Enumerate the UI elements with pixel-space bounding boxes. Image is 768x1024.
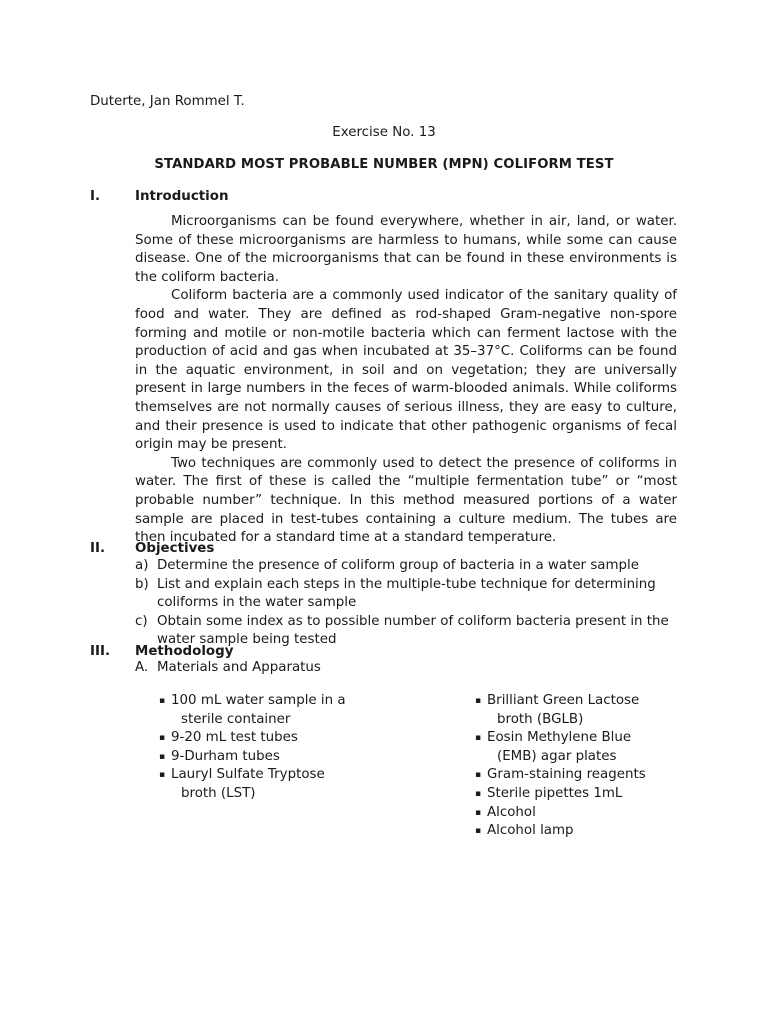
objective-letter: b) xyxy=(135,576,149,592)
square-bullet-icon: ▪ xyxy=(475,696,482,706)
square-bullet-icon: ▪ xyxy=(475,788,482,799)
subsection-heading: Materials and Apparatus xyxy=(157,660,321,675)
material-item xyxy=(475,822,705,841)
materials-list-left xyxy=(159,692,389,804)
material-text: Eosin Methylene Blue xyxy=(487,730,632,746)
square-bullet-icon: ▪ xyxy=(159,751,166,762)
material-item xyxy=(159,766,389,803)
section-heading-objectives: Objectives xyxy=(135,541,215,556)
material-text: 100 mL water sample in a xyxy=(171,693,346,708)
section-heading-intro: Introduction xyxy=(135,189,229,204)
section-number-intro: I. xyxy=(90,189,101,204)
author-name: Duterte, Jan Rommel T. xyxy=(90,94,245,109)
material-text-cont: broth (BGLB) xyxy=(497,711,584,727)
material-text: Brilliant Green Lactose xyxy=(487,693,640,708)
objective-text: Obtain some index as to possible number of coliform bacteria present in the water sample being tested xyxy=(157,613,669,648)
material-text: 9-20 mL test tubes xyxy=(171,730,298,746)
intro-paragraph: Microorganisms can be found everywhere, whether in air, land, or water. Some of these microorganisms are harmless to humans, while some can cause disease. One of the microorganisms that can be found in these environments is the coliform bacteria. xyxy=(135,214,677,285)
subsection-materials xyxy=(135,659,321,678)
material-text: Alcohol xyxy=(487,804,536,820)
subsection-letter: A. xyxy=(135,660,149,675)
material-text: Sterile pipettes 1mL xyxy=(487,785,623,801)
section-number-objectives: II. xyxy=(90,541,106,556)
objective-letter: c) xyxy=(135,613,148,629)
material-text-cont: broth (LST) xyxy=(181,785,256,801)
material-text-cont: (EMB) agar plates xyxy=(497,748,617,764)
square-bullet-icon: ▪ xyxy=(475,826,482,837)
section-number-methodology: III. xyxy=(90,644,111,659)
material-item xyxy=(475,729,705,766)
square-bullet-icon: ▪ xyxy=(475,807,482,818)
square-bullet-icon: ▪ xyxy=(475,733,482,744)
document-title: STANDARD MOST PROBABLE NUMBER (MPN) COLIFORM TEST xyxy=(154,157,614,172)
objective-text: Determine the presence of coliform group of bacteria in a water sample xyxy=(157,558,640,573)
material-item xyxy=(159,748,389,767)
intro-body xyxy=(135,213,677,548)
square-bullet-icon: ▪ xyxy=(475,770,482,781)
objective-letter: a) xyxy=(135,558,149,573)
objectives-list xyxy=(135,557,680,650)
objective-item xyxy=(135,557,680,576)
material-item xyxy=(475,766,705,785)
material-text: Gram-staining reagents xyxy=(487,767,646,783)
material-item xyxy=(475,692,705,729)
material-text: Lauryl Sulfate Tryptose xyxy=(171,767,325,783)
square-bullet-icon: ▪ xyxy=(159,770,166,781)
material-item xyxy=(159,692,389,729)
material-item xyxy=(475,804,705,823)
square-bullet-icon: ▪ xyxy=(159,696,166,706)
intro-paragraph: Two techniques are commonly used to detect the presence of coliforms in water. The first of these is called the “multiple fermentation tube” or “most probable number” technique. In this method measured portions of a water sample are placed in test-tubes containing a culture medium. The tubes are then incubated for a standard time at a standard temperature. xyxy=(135,455,677,546)
section-heading-methodology: Methodology xyxy=(135,644,234,659)
objective-text: List and explain each steps in the multiple-tube technique for determining coliforms in the water sample xyxy=(157,576,656,611)
exercise-number: Exercise No. 13 xyxy=(332,125,436,140)
material-text: 9-Durham tubes xyxy=(171,748,280,764)
intro-paragraph: Coliform bacteria are a commonly used indicator of the sanitary quality of food and water. They are defined as rod-shaped Gram-negative non-spore forming and motile or non-motile bacteria which can ferment lactose with the production of acid and gas when incubated at 35–37°C. Coliforms can be found in the aquatic environment, in soil and on vegetation; they are universally present in large numbers in the feces of warm-blooded animals. While coliforms themselves are not normally causes of serious illness, they are easy to culture, and their presence is used to indicate that other pathogenic organisms of fecal origin may be present. xyxy=(135,288,677,453)
objective-item xyxy=(135,576,680,613)
material-text-cont: sterile container xyxy=(181,711,291,727)
material-item xyxy=(159,729,389,748)
square-bullet-icon: ▪ xyxy=(159,733,166,744)
materials-list-right xyxy=(475,692,705,841)
material-item xyxy=(475,785,705,804)
material-text: Alcohol lamp xyxy=(487,823,574,839)
